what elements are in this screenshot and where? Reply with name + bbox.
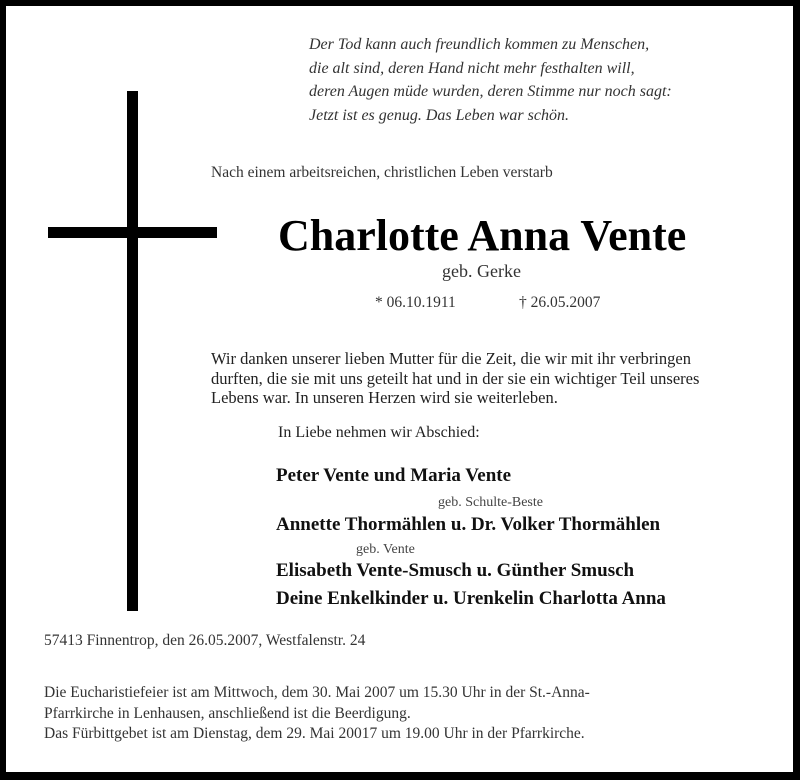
mourner-name: Annette Thormählen u. Dr. Volker Thormählen (276, 514, 661, 535)
thanks-line: Lebens war. In unseren Herzen wird sie weiterleben. (211, 388, 558, 407)
cross-vertical-bar (127, 91, 138, 611)
mourner-name: Elisabeth Vente-Smusch u. Günther Smusch (276, 560, 635, 581)
cross-horizontal-bar (48, 227, 217, 238)
mourner-maiden-name: geb. Schulte-Beste (438, 495, 543, 510)
birth-date: * 06.10.1911 (375, 294, 456, 311)
service-info (44, 683, 590, 745)
death-date: † 26.05.2007 (519, 294, 601, 311)
thanks-line: Wir danken unserer lieben Mutter für die Zeit, die wir mit ihr verbringen (211, 349, 691, 368)
intro-text: Nach einem arbeitsreichen, christlichen Leben verstarb (211, 164, 553, 181)
poem-line: deren Augen müde wurden, deren Stimme nur noch sagt: (309, 83, 672, 100)
mourner-name: Peter Vente und Maria Vente (276, 465, 512, 486)
mourner-maiden-name: geb. Vente (356, 542, 415, 557)
poem-line: Jetzt ist es genug. Das Leben war schön. (309, 106, 569, 124)
mourner-name: Deine Enkelkinder u. Urenkelin Charlotta Anna (276, 588, 666, 609)
service-line: Die Eucharistiefeier ist am Mittwoch, dem 30. Mai 2007 um 15.30 Uhr in der St.-Anna- (44, 684, 590, 701)
poem-line: Der Tod kann auch freundlich kommen zu Menschen, (309, 36, 650, 53)
service-line: Pfarrkirche in Lenhausen, anschließend ist die Beerdigung. (44, 704, 411, 722)
poem-line: die alt sind, deren Hand nicht mehr festhalten will, (309, 59, 635, 77)
deceased-name: Charlotte Anna Vente (278, 211, 687, 260)
service-line: Das Fürbittgebet ist am Dienstag, dem 29. Mai 20017 um 19.00 Uhr in der Pfarrkirche. (44, 725, 585, 742)
deceased-maiden-name: geb. Gerke (442, 261, 521, 281)
poem (309, 33, 672, 127)
thanks-paragraph (211, 349, 699, 408)
place-date: 57413 Finnentrop, den 26.05.2007, Westfalenstr. 24 (44, 632, 366, 649)
farewell-text: In Liebe nehmen wir Abschied: (278, 424, 480, 441)
thanks-line: durften, die sie mit uns geteilt hat und in der sie ein wichtiger Teil unseres (211, 368, 700, 388)
